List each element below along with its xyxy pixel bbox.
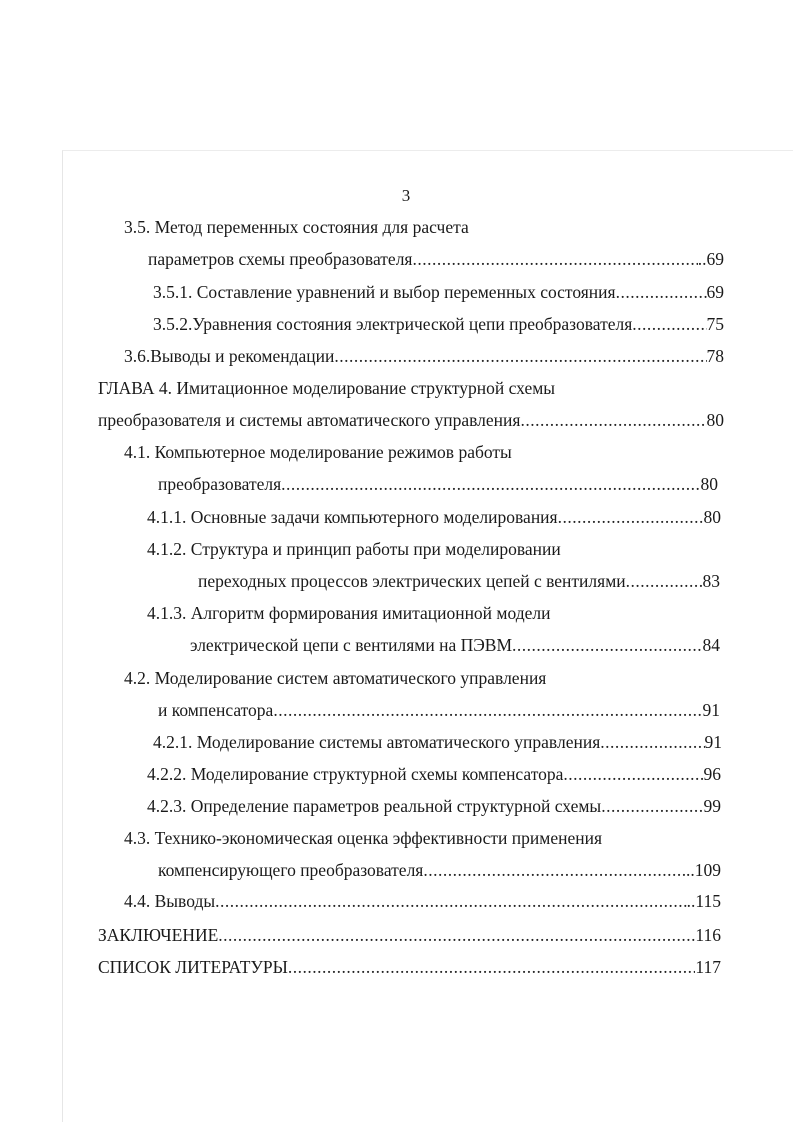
toc-line-4-3-cont xyxy=(158,859,721,881)
toc-leader xyxy=(412,248,697,270)
toc-line-4-1-1 xyxy=(147,506,721,528)
toc-title: преобразователя и системы автоматического управления xyxy=(98,410,521,430)
toc-leader xyxy=(520,409,706,431)
toc-title: компенсирующего преобразователя xyxy=(158,860,424,880)
toc-title: 4.1.3. Алгоритм формирования имитационной модели xyxy=(147,603,551,623)
toc-title: 3.5. Метод переменных состояния для расчета xyxy=(124,217,469,237)
toc-page: 84 xyxy=(702,635,720,655)
toc-title: параметров схемы преобразователя xyxy=(148,249,413,269)
toc-title: 4.2.2. Моделирование структурной схемы компенсатора xyxy=(147,764,564,784)
toc-leader xyxy=(632,313,706,335)
toc-page: 99 xyxy=(703,796,721,816)
toc-line-references xyxy=(98,956,721,978)
toc-line-4-2-2 xyxy=(147,763,721,785)
toc-page: ..115 xyxy=(686,891,721,911)
toc-page: 117 xyxy=(695,957,721,977)
toc-title: 4.2. Моделирование систем автоматического управления xyxy=(124,668,547,688)
toc-page: ..69 xyxy=(697,249,724,269)
toc-leader xyxy=(281,473,700,495)
toc-leader xyxy=(423,859,686,881)
toc-leader xyxy=(600,731,704,753)
toc-title: 3.6.Выводы и рекомендации xyxy=(124,346,335,366)
toc-line-3-5-cont xyxy=(148,248,724,270)
toc-leader xyxy=(334,345,706,367)
toc-title: 3.5.2.Уравнения состояния электрической цепи преобразователя xyxy=(153,314,633,334)
toc-leader xyxy=(215,890,687,912)
toc-page: 91 xyxy=(704,732,722,752)
toc-page: 78 xyxy=(706,346,724,366)
toc-page: ..109 xyxy=(686,860,721,880)
toc-page: 83 xyxy=(702,571,720,591)
toc-line-4-1-2-cont xyxy=(198,570,720,592)
toc-line-4-1-cont xyxy=(158,473,718,495)
toc-title: и компенсатора xyxy=(158,700,274,720)
toc-line-4-3 xyxy=(124,827,744,849)
toc-line-chapter-4-cont xyxy=(98,409,724,431)
toc-leader xyxy=(626,570,703,592)
toc-title: ЗАКЛЮЧЕНИЕ xyxy=(98,925,219,945)
toc-line-3-5-1 xyxy=(153,281,724,303)
toc-title: 4.1.1. Основные задачи компьютерного моделирования xyxy=(147,507,558,527)
toc-page: 80 xyxy=(706,410,724,430)
toc-title: ГЛАВА 4. Имитационное моделирование структурной схемы xyxy=(98,378,556,398)
toc-line-3-6 xyxy=(124,345,724,367)
toc-line-4-2 xyxy=(124,667,744,689)
toc-line-4-1 xyxy=(124,441,744,463)
toc-page: 80 xyxy=(700,474,718,494)
toc-page: 75 xyxy=(706,314,724,334)
toc-title: преобразователя xyxy=(158,474,282,494)
toc-leader xyxy=(616,281,707,303)
toc-title: 4.2.3. Определение параметров реальной структурной схемы xyxy=(147,796,602,816)
toc-leader xyxy=(563,763,703,785)
toc-title: СПИСОК ЛИТЕРАТУРЫ xyxy=(98,957,288,977)
toc-line-chapter-4 xyxy=(98,377,748,399)
toc-line-4-4 xyxy=(124,890,721,912)
page-number: 3 xyxy=(401,186,411,205)
toc-title: 3.5.1. Составление уравнений и выбор переменных состояния xyxy=(153,282,616,302)
toc-page: 80 xyxy=(703,507,721,527)
toc-page: 91 xyxy=(702,700,720,720)
toc-line-conclusion xyxy=(98,924,721,946)
toc-line-4-2-cont xyxy=(158,699,720,721)
toc-leader xyxy=(273,699,702,721)
toc-leader xyxy=(288,956,696,978)
toc-title: электрической цепи с вентилями на ПЭВМ xyxy=(190,635,513,655)
toc-page: 116 xyxy=(695,925,721,945)
toc-leader xyxy=(558,506,704,528)
toc-line-4-1-2 xyxy=(147,538,747,560)
toc-title: 4.2.1. Моделирование системы автоматического управления xyxy=(153,732,601,752)
toc-line-3-5-2 xyxy=(153,313,724,335)
toc-line-4-2-1 xyxy=(153,731,722,753)
toc-line-4-2-3 xyxy=(147,795,721,817)
toc-page: 96 xyxy=(703,764,721,784)
toc-leader xyxy=(218,924,695,946)
toc-line-4-1-3-cont xyxy=(190,634,720,656)
toc-page: 69 xyxy=(706,282,724,302)
toc-title: 4.1.2. Структура и принцип работы при моделировании xyxy=(147,539,561,559)
toc-line-3-5 xyxy=(124,216,744,238)
toc-leader xyxy=(512,634,702,656)
toc-title: переходных процессов электрических цепей с вентилями xyxy=(198,571,626,591)
toc-title: 4.4. Выводы xyxy=(124,891,216,911)
toc-leader xyxy=(601,795,703,817)
toc-title: 4.3. Технико-экономическая оценка эффективности применения xyxy=(124,828,603,848)
toc-title: 4.1. Компьютерное моделирование режимов работы xyxy=(124,442,512,462)
toc-line-4-1-3 xyxy=(147,602,747,624)
